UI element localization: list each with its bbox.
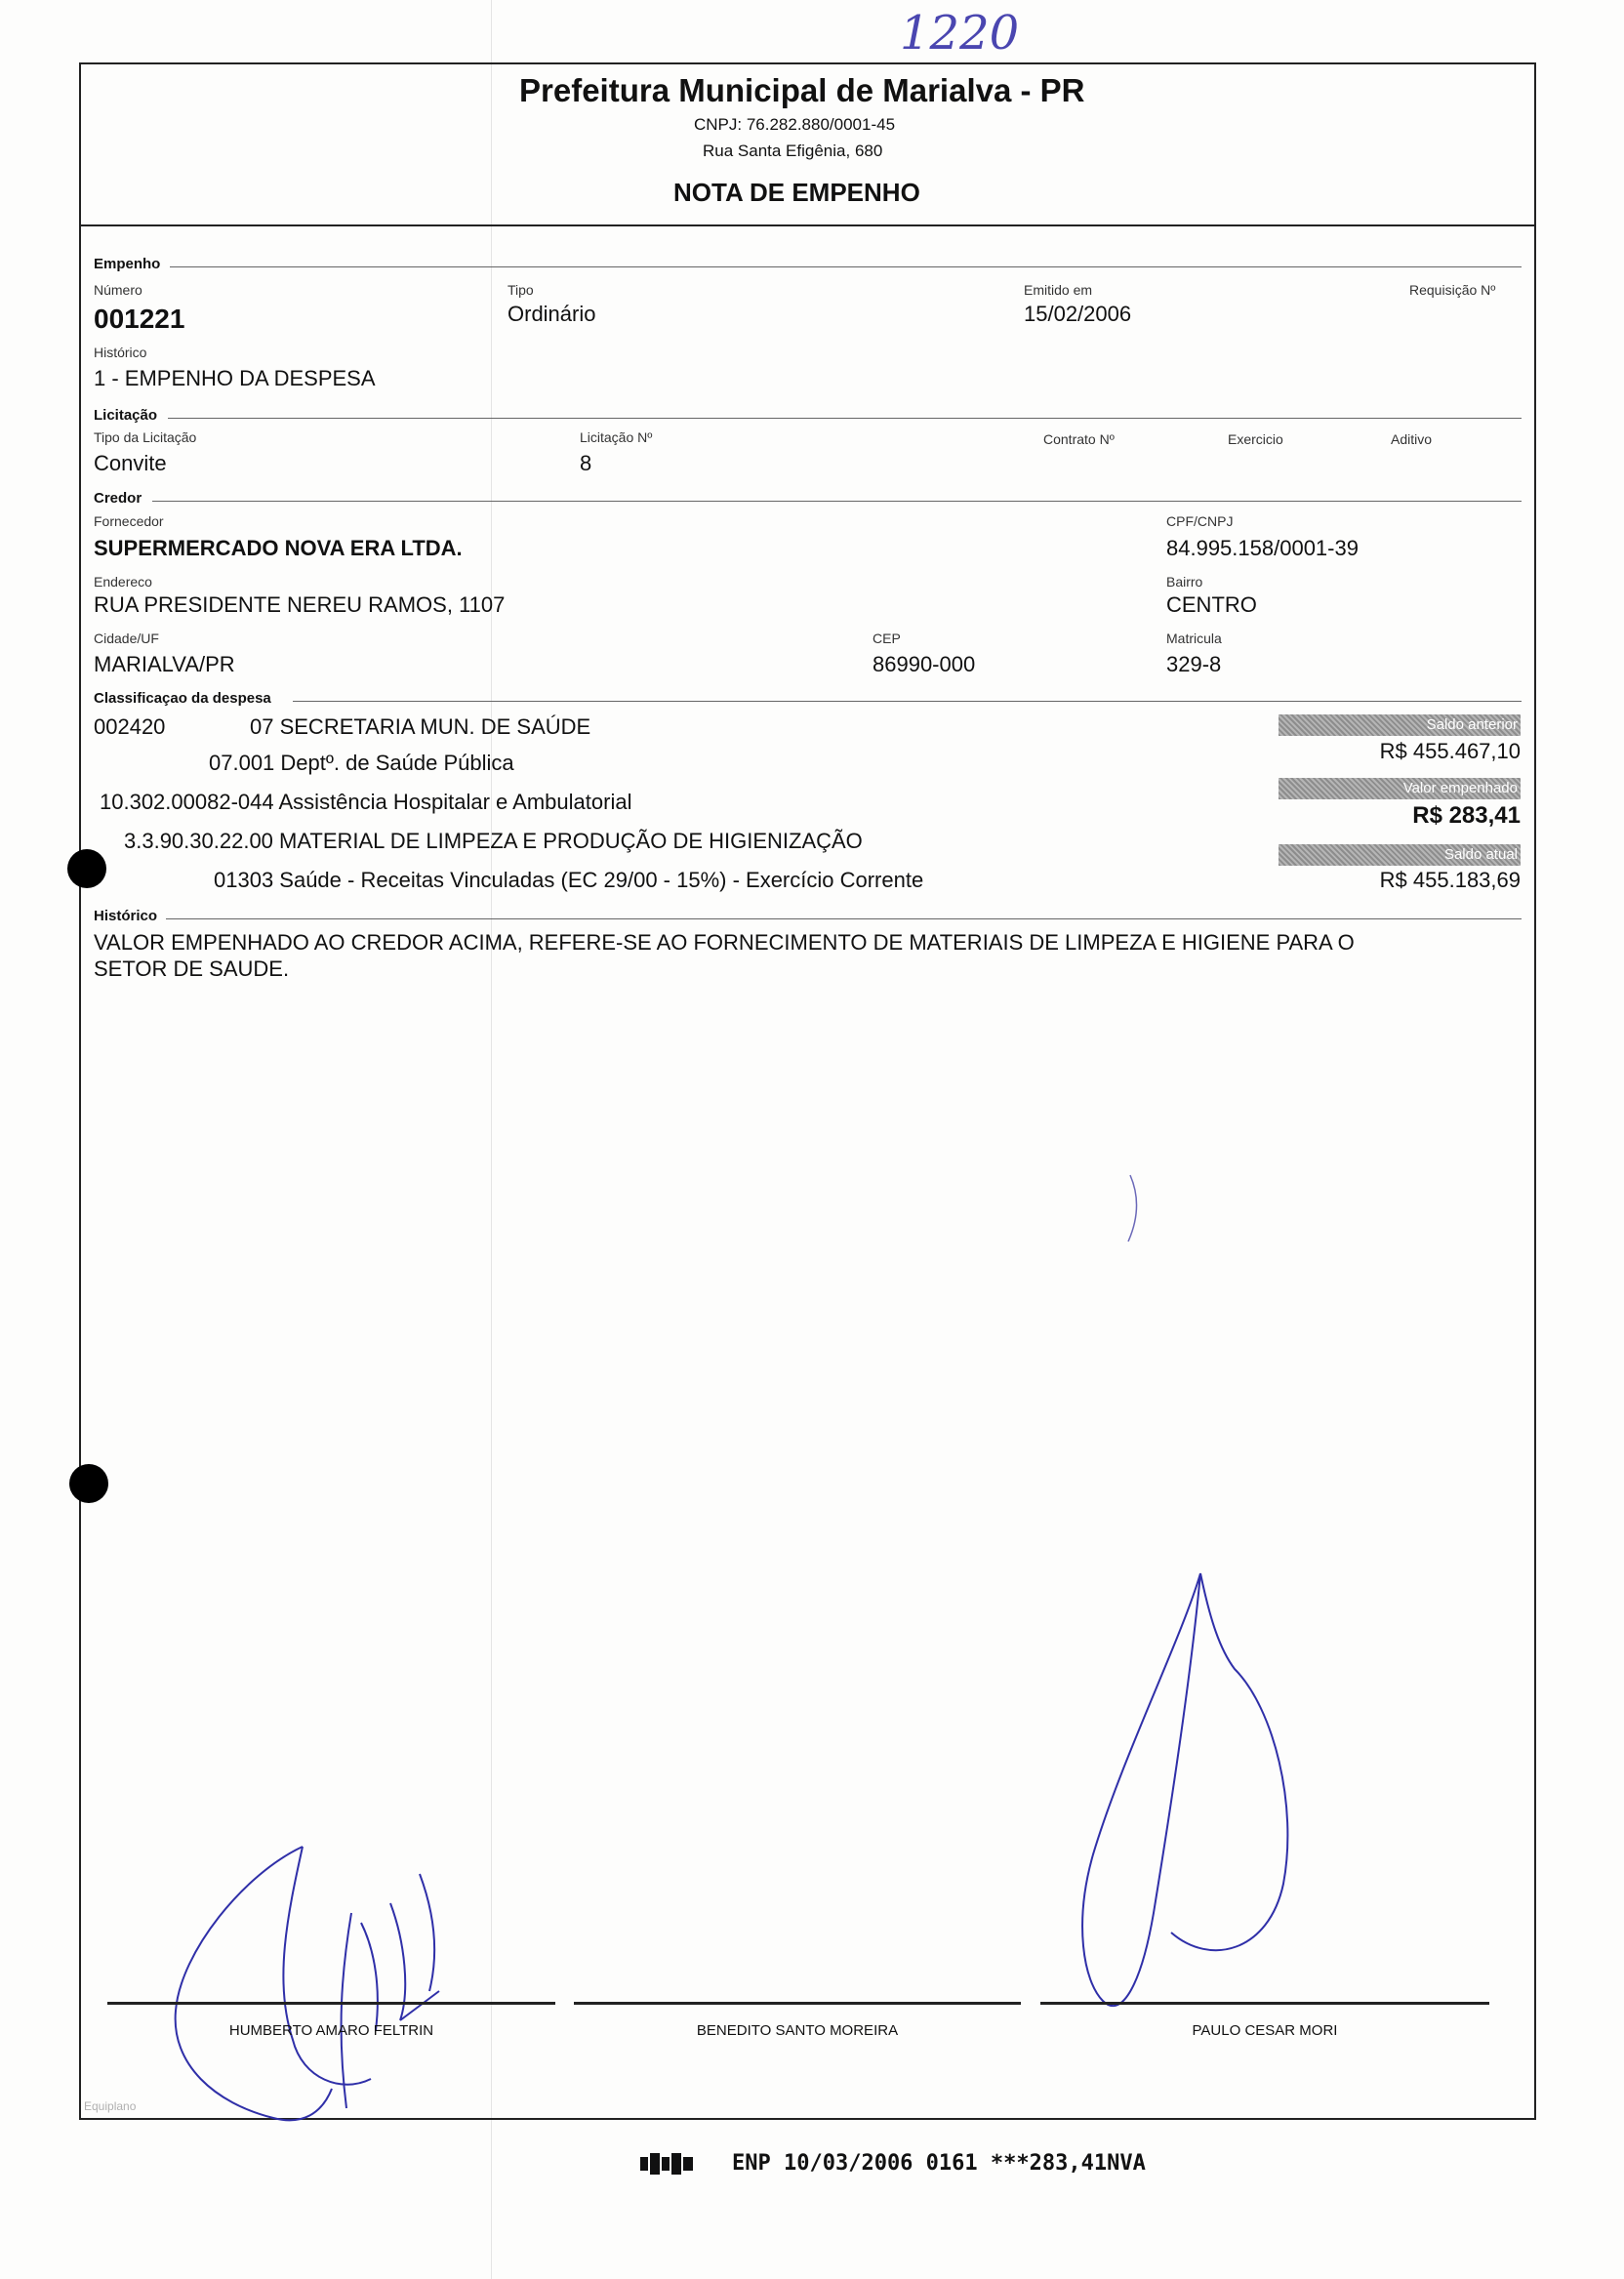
historico-line-1: VALOR EMPENHADO AO CREDOR ACIMA, REFERE-SE AO FORNECIMENTO DE MATERIAIS DE LIMPEZA E HIGIENE PARA O (94, 930, 1355, 955)
section-classificacao-rule (293, 701, 1522, 702)
software-footer: Equiplano (84, 2099, 137, 2113)
signature-1-scribble (156, 1835, 468, 2128)
cnpj-line: CNPJ: 76.282.880/0001-45 (694, 115, 896, 134)
endereco-label: Endereco (94, 574, 152, 590)
signature-line-3 (1040, 2002, 1489, 2005)
matricula-value: 329-8 (1166, 652, 1222, 676)
valor-empenhado-label: Valor empenhado (1279, 778, 1521, 799)
contrato-label: Contrato Nº (1043, 431, 1115, 447)
address-line: Rua Santa Efigênia, 680 (703, 142, 883, 160)
section-licitacao-rule (168, 418, 1522, 419)
bairro-value: CENTRO (1166, 592, 1257, 617)
saldo-atual-label: Saldo atual (1279, 844, 1521, 866)
emitido-value: 15/02/2006 (1024, 302, 1132, 326)
section-empenho: Empenho (94, 256, 161, 272)
saldo-anterior-value: R$ 455.467,10 (1379, 739, 1521, 763)
classificacao-code: 002420 (94, 714, 166, 739)
fornecedor-value: SUPERMERCADO NOVA ERA LTDA. (94, 536, 463, 560)
bank-logo-icon (638, 2149, 695, 2180)
exercicio-label: Exercicio (1228, 431, 1283, 447)
bairro-label: Bairro (1166, 574, 1203, 590)
classificacao-elemento: 3.3.90.30.22.00 MATERIAL DE LIMPEZA E PRODUÇÃO DE HIGIENIZAÇÃO (124, 829, 863, 853)
cpf-label: CPF/CNPJ (1166, 513, 1234, 529)
emitido-label: Emitido em (1024, 282, 1093, 298)
cidade-label: Cidade/UF (94, 631, 159, 646)
cpf-value: 84.995.158/0001-39 (1166, 536, 1359, 560)
aditivo-label: Aditivo (1391, 431, 1433, 447)
signatory-2: BENEDITO SANTO MOREIRA (696, 2022, 899, 2039)
tipo-licitacao-value: Convite (94, 451, 167, 475)
signatory-3: PAULO CESAR MORI (1192, 2022, 1338, 2039)
handwritten-page-number (896, 2, 1042, 59)
section-licitacao: Licitação (94, 407, 158, 424)
cidade-value: MARIALVA/PR (94, 652, 235, 676)
bank-stamp-text: ENP 10/03/2006 0161 ***283,41NVA (732, 2151, 1146, 2176)
signature-line-2 (574, 2002, 1021, 2005)
cep-value: 86990-000 (873, 652, 976, 676)
svg-text:1220: 1220 (900, 6, 1020, 59)
requisicao-label: Requisição Nº (1409, 282, 1496, 298)
signature-3-scribble (1064, 1562, 1308, 2020)
section-empenho-rule (170, 266, 1522, 267)
classificacao-programa: 10.302.00082-044 Assistência Hospitalar e Ambulatorial (100, 790, 632, 814)
tipo-licitacao-label: Tipo da Licitação (94, 429, 197, 445)
classificacao-recurso: 01303 Saúde - Receitas Vinculadas (EC 29/00 - 15%) - Exercício Corrente (214, 868, 924, 892)
matricula-label: Matricula (1166, 631, 1222, 646)
licitacao-numero-label: Licitação Nº (580, 429, 653, 445)
endereco-value: RUA PRESIDENTE NEREU RAMOS, 1107 (94, 592, 506, 617)
pen-mark (1122, 1171, 1152, 1249)
historico-empenho-label: Histórico (94, 345, 147, 360)
numero-label: Número (94, 282, 142, 298)
historico-empenho-value: 1 - EMPENHO DA DESPESA (94, 366, 376, 390)
tipo-label: Tipo (508, 282, 534, 298)
punch-hole-top (67, 849, 106, 888)
section-historico-rule (166, 918, 1522, 919)
section-credor-rule (152, 501, 1522, 502)
punch-hole-bottom (69, 1464, 108, 1503)
tipo-value: Ordinário (508, 302, 596, 326)
header-divider (79, 224, 1536, 226)
section-historico: Histórico (94, 908, 158, 924)
saldo-anterior-label: Saldo anterior (1279, 714, 1521, 736)
signatory-1: HUMBERTO AMARO FELTRIN (228, 2022, 434, 2039)
fornecedor-label: Fornecedor (94, 513, 164, 529)
valor-empenhado-value: R$ 283,41 (1412, 802, 1521, 829)
section-classificacao: Classificaçao da despesa (94, 690, 271, 707)
municipality-title: Prefeitura Municipal de Marialva - PR (519, 72, 1085, 108)
historico-line-2: SETOR DE SAUDE. (94, 956, 290, 981)
classificacao-departamento: 07.001 Deptº. de Saúde Pública (209, 751, 514, 775)
licitacao-numero-value: 8 (580, 451, 592, 475)
cep-label: CEP (873, 631, 901, 646)
classificacao-secretaria: 07 SECRETARIA MUN. DE SAÚDE (250, 714, 591, 739)
signature-line-1 (107, 2002, 555, 2005)
numero-value: 001221 (94, 304, 185, 334)
document-title: NOTA DE EMPENHO (673, 178, 920, 207)
saldo-atual-value: R$ 455.183,69 (1379, 868, 1521, 892)
section-credor: Credor (94, 490, 142, 507)
